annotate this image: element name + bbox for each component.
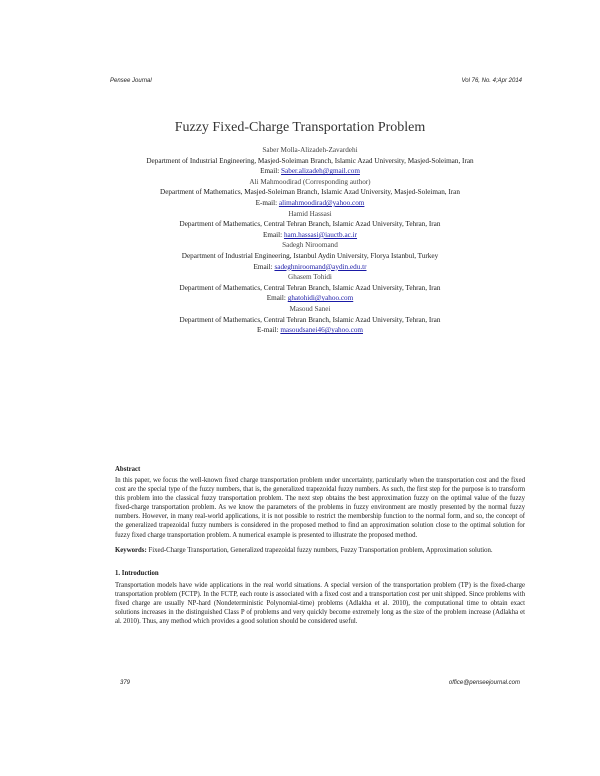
email-link[interactable]: ghatohidi@yahoo.com: [287, 294, 354, 303]
email-label: E-mail:: [255, 198, 278, 207]
author-affiliation: Department of Mathematics, Central Tehran Branch, Islamic Azad University, Tehran, Iran: [179, 315, 441, 324]
email-label: Email:: [262, 230, 283, 239]
email-label: Email:: [260, 167, 280, 176]
introduction-heading: 1. Introduction: [115, 570, 159, 577]
keywords: [115, 546, 525, 555]
author-affiliation: Department of Mathematics, Central Tehran Branch, Islamic Azad University, Tehran, Iran: [179, 220, 441, 229]
author-email: [100, 166, 520, 177]
author-email: [100, 198, 520, 209]
page-number: 379: [120, 680, 131, 686]
author-name: Saber Molla-Alizadeh-Zavardehi: [262, 146, 358, 154]
paper-title: Fuzzy Fixed-Charge Transportation Problem: [174, 120, 426, 135]
email-label: Email:: [266, 294, 286, 303]
email-label: E-mail:: [256, 326, 279, 335]
author-affiliation: Department of Industrial Engineering, Masjed-Soleiman Branch, Islamic Azad University, Masjed-Soleiman, Iran: [146, 156, 474, 165]
author-email: [100, 325, 520, 336]
email-link[interactable]: alimahmoodirad@yahoo.com: [278, 198, 365, 207]
email-link[interactable]: masoudsanei46@yahoo.com: [280, 326, 364, 335]
author-name: Ghasem Tohidi: [288, 273, 332, 282]
email-label: Email:: [253, 262, 273, 271]
introduction-body: Transportation models have wide applications in the real world situations. A special version of the transportation problem (TP) is the fixed-charge transportation problem (FCTP). In the FCTP, each route is associated with a fixed cost and a transportation cost per unit shipped. Since problems with fixed charge are usually NP-hard (Nondeterministic Polynomial-time) problems (Adlakha et al. 2010), the computational time to obtain exact solutions increases in the distinguished Class P of problems and very quickly become extremely long as the size of the problem increase (Adlakha et al. 2010). Thus, any method which provides a good solution should be considered useful.: [115, 582, 525, 626]
author-affiliation: Department of Industrial Engineering, Istanbul Aydin University, Florya Istanbul, Turkey: [181, 251, 439, 260]
author-email: [100, 230, 520, 241]
email-link[interactable]: ham.hassasi@iauctb.ac.ir: [283, 230, 358, 239]
journal-name: Pensee Journal: [110, 78, 152, 84]
author-email: [100, 262, 520, 273]
author-affiliation: Department of Mathematics, Central Tehran Branch, Islamic Azad University, Tehran, Iran: [179, 283, 441, 292]
author-name: Masoud Sanei: [289, 304, 331, 313]
author-affiliation: Department of Mathematics, Masjed-Soleiman Branch, Islamic Azad University, Masjed-Soleiman, Iran: [160, 188, 460, 197]
abstract-heading: Abstract: [115, 466, 141, 473]
keywords-text: Fixed-Charge Transportation, Generalized trapezoidal fuzzy numbers, Fuzzy Transportation problem, Approximation solution.: [148, 547, 493, 554]
journal-issue: Vol 76, No. 4;Apr 2014: [461, 78, 522, 84]
author-name: Hamid Hassasi: [288, 209, 332, 218]
author-name: Ali Mahmoodirad (Corresponding author): [249, 177, 371, 186]
author-email: [100, 293, 520, 304]
author-block: [100, 145, 520, 336]
keywords-label: Keywords:: [115, 547, 147, 554]
footer-email: office@penseejournal.com: [448, 680, 520, 686]
email-link[interactable]: Saber.alizadeh@gmail.com: [281, 167, 360, 176]
author-name: Sadegh Niroomand: [282, 241, 338, 250]
email-link[interactable]: sadeghniroomand@aydin.edu.tr: [274, 262, 367, 271]
abstract-body: In this paper, we focus the well-known fixed charge transportation problem under uncertainty, particularly when the transportation cost and the fixed cost are the special type of the fuzzy numbers, that is, the generalized trapezoidal fuzzy numbers. As such, the first step for the purpose is to transform this problem into the classical fuzzy transportation problem. The next step obtains the best approximation fuzzy on the optimal value of the fuzzy fixed-charge transportation problem. As we know the parameters of the problems in fuzzy environment are mostly presented by the normal fuzzy numbers. However, in many real-world applications, it is not possible to restrict the membership function to the normal form, and so, the concept of the generalized trapezoidal fuzzy numbers is considered in the proposed method to find an approximation solution close to the optimal solution for fuzzy fixed charge transportation problem. A numerical example is presented to illustrate the proposed method.: [115, 477, 525, 539]
